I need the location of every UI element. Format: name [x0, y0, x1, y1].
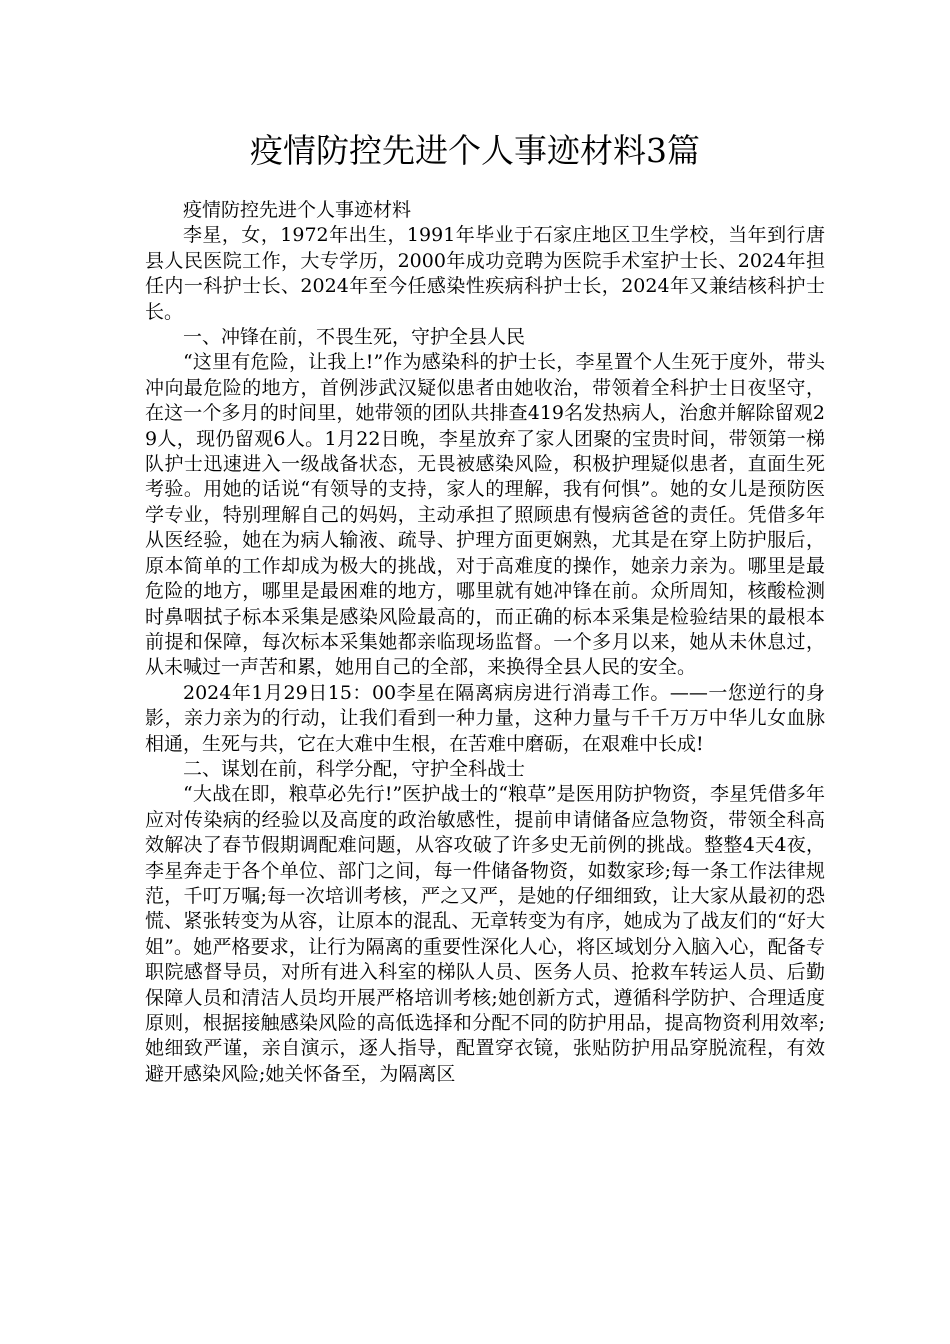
document-title: 疫情防控先进个人事迹材料3篇 — [250, 131, 700, 170]
section-subtitle: 疫情防控先进个人事迹材料 — [183, 199, 412, 221]
section-heading-2: 二、谋划在前，科学分配，守护全科战士 — [183, 757, 526, 780]
document-body — [145, 198, 825, 1087]
paragraph-section-1-tribute: 2024年1月29日15：00李星在隔离病房进行消毒工作。——一您逆行的身影，亲力亲为的行动，让我们看到一种力量，这种力量与千千万万中华儿女血脉相通，生死与共，它在大难中生根，在苦难中磨砺，在艰难中长成! — [145, 681, 825, 755]
paragraph-intro: 李星，女，1972年出生，1991年毕业于石家庄地区卫生学校，当年到行唐县人民医院工作，大专学历，2000年成功竞聘为医院手术室护士长、2024年担任内一科护士长、2024年至今任感染性疾病科护士长，2024年又兼结核科护士长。 — [145, 224, 825, 323]
section-heading-1: 一、冲锋在前，不畏生死，守护全县人民 — [183, 326, 526, 349]
paragraph-section-1: “这里有危险，让我上!”作为感染科的护士长，李星置个人生死于度外，带头冲向最危险的地方，首例涉武汉疑似患者由她收治，带领着全科护士日夜坚守，在这一个多月的时间里，她带领的团队共排查419名发热病人，治愈并解除留观29人，现仍留观6人。1月22日晚，李星放弃了家人团聚的宝贵时间，带领第一梯队护士迅速进入一级战备状态，无畏被感染风险，积极护理疑似患者，直面生死考验。用她的话说“有领导的支持，家人的理解，我有何惧”。她的女儿是预防医学专业，特别理解自己的妈妈，主动承担了照顾患有慢病爸爸的责任。凭借多年从医经验，她在为病人输液、疏导、护理方面更娴熟，尤其是在穿上防护服后，原本简单的工作却成为极大的挑战，对于高难度的操作，她亲力亲为。哪里是最危险的地方，哪里是最困难的地方，哪里就有她冲锋在前。众所周知，核酸检测时鼻咽拭子标本采集是感染风险最高的，而正确的标本采集是检验结果的最根本前提和保障，每次标本采集她都亲临现场监督。一个多月以来，她从未休息过，从未喊过一声苦和累，她用自己的全部，来换得全县人民的安全。 — [145, 351, 825, 679]
paragraph-section-2: “大战在即，粮草必先行!”医护战士的“粮草”是医用防护物资，李星凭借多年应对传染病的经验以及高度的政治敏感性，提前申请储备应急物资，带领全科高效解决了春节假期调配难问题，从容攻破了许多史无前例的挑战。整整4天4夜，李星奔走于各个单位、部门之间，每一件储备物资，如数家珍;每一条工作法律规范，千叮万嘱;每一次培训考核，严之又严，是她的仔细细致，让大家从最初的恐慌、紧张转变为从容，让原本的混乱、无章转变为有序，她成为了战友们的“好大姐”。她严格要求，让行为隔离的重要性深化人心，将区域划分入脑入心，配备专职院感督导员，对所有进入科室的梯队人员、医务人员、抢救车转运人员、后勤保障人员和清洁人员均开展严格培训考核;她创新方式，遵循科学防护、合理适度原则，根据接触感染风险的高低选择和分配不同的防护用品，提高物资利用效率;她细致严谨，亲自演示，逐人指导，配置穿衣镜，张贴防护用品穿脱流程，有效避开感染风险;她关怀备至，为隔离区 — [145, 783, 825, 1085]
